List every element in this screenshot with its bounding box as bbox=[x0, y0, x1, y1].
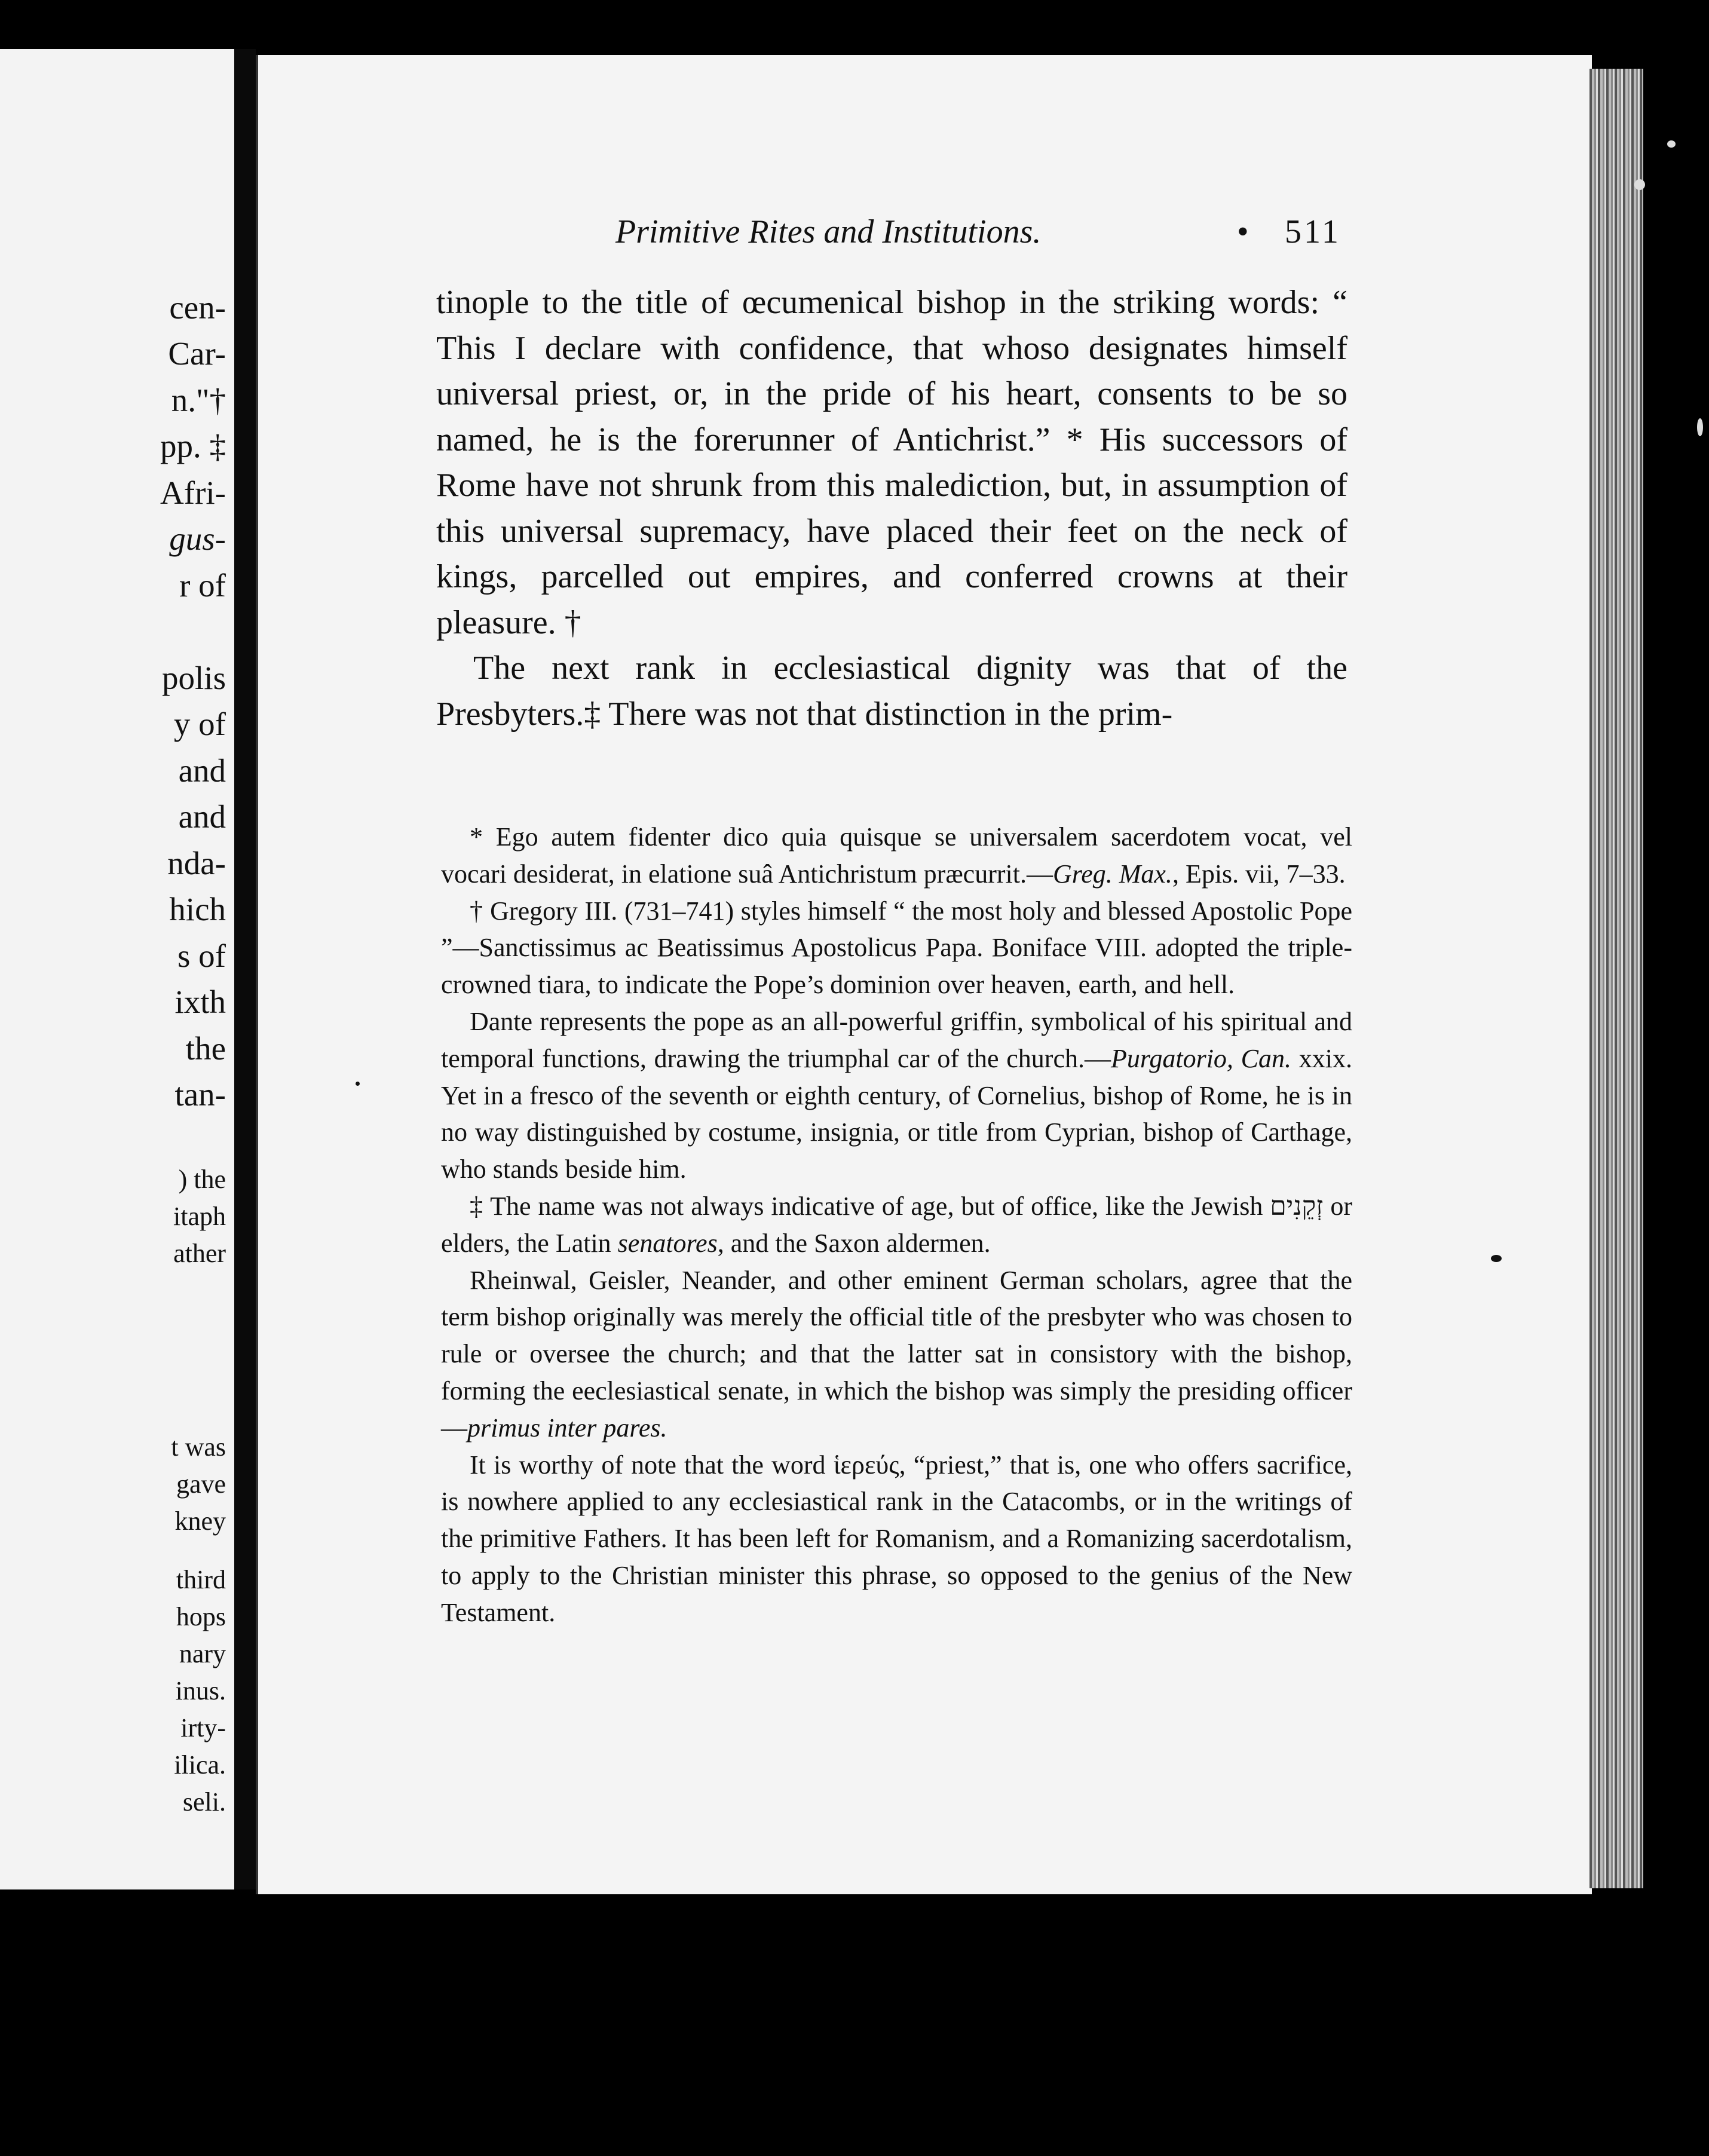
footnote-text: xxix. Yet in a fresco of the seventh or eighth century, of Cornelius, bishop of Rome, he is in no way distinguished by costume, insignia, or title from Cyprian, bishop of Carthage, who stands beside him. bbox=[441, 1043, 1353, 1184]
scan-speck bbox=[1634, 179, 1645, 190]
footnote-text: or elders, the Latin bbox=[441, 1191, 1352, 1258]
left-page-line: r of bbox=[179, 567, 226, 604]
left-page-fragment bbox=[0, 49, 238, 1889]
citation: Purgatorio, Can. bbox=[1110, 1043, 1292, 1073]
left-page-line: kney bbox=[174, 1506, 226, 1536]
paragraph: tinople to the title of œcumenical bishop in the striking words: “ This I declare with confidence, that whoso designates himself universal priest, or, in the pride of his heart, consents to be so named, he is the forerunner of Antichrist.” * His successors of Rome have not shrunk from this malediction, but, in assumption of this universal supremacy, have placed their feet on the neck of kings, parcelled out empires, and conferred crowns at their pleasure. † bbox=[436, 284, 1347, 641]
footnote-rheinwal bbox=[441, 1262, 1352, 1447]
footnote-text: , and the Saxon aldermen. bbox=[717, 1228, 991, 1258]
scan-speck bbox=[1491, 1255, 1502, 1262]
left-page-line: irty- bbox=[180, 1713, 226, 1742]
left-page-line: and bbox=[178, 752, 226, 789]
left-page-line: polis bbox=[162, 660, 226, 696]
scan-speck bbox=[1667, 140, 1676, 148]
footnote-text: , “priest,” that is, one who offers sacrifice, is nowhere applied to any ecclesiastical rank in the Catacombs, or in the writings of the primitive Fathers. It has been left for Romanism, and a Romanizing sacerdotalism, to apply to the Christian minister this phrase, so opposed to the genius of the New Testament. bbox=[441, 1450, 1352, 1627]
left-page-line: ather bbox=[173, 1239, 226, 1268]
page-edges bbox=[1589, 69, 1643, 1888]
left-page-line: nary bbox=[179, 1639, 226, 1668]
footnote-dante bbox=[441, 1003, 1352, 1188]
left-page-line: ilica. bbox=[174, 1750, 226, 1780]
scan-speck bbox=[1697, 418, 1703, 436]
footnote-text: Dante represents the pope as an all-powerful griffin, symbolical of his spiritual and temporal functions, drawing the triumphal car of the church.— bbox=[441, 1006, 1352, 1073]
footnote-text: Rheinwal, Geisler, Neander, and other eminent German scholars, agree that the term bishop originally was merely the official title of the presbyter who was chosen to rule or oversee the church; and that the latter sat in consistory with the bishop, forming the eeclesiastical senate, in which the bishop was simply the presiding officer— bbox=[441, 1265, 1352, 1443]
left-page-line: the bbox=[185, 1030, 226, 1067]
left-page-line: s of bbox=[177, 938, 226, 974]
left-page-line: ) the bbox=[178, 1165, 226, 1194]
paragraph: The next rank in ecclesiastical dignity was that of the Presbyters.‡ There was not that distinction in the prim- bbox=[436, 650, 1347, 733]
running-title: Primitive Rites and Institutions. bbox=[615, 213, 1042, 250]
citation: Greg. Max. bbox=[1052, 859, 1172, 889]
footnote-text: It is worthy of note that the word bbox=[470, 1450, 834, 1480]
left-page-line: third bbox=[176, 1565, 226, 1594]
book-spine-gutter bbox=[234, 49, 256, 1889]
page-number: 511 bbox=[1285, 213, 1341, 250]
header-bullet: • bbox=[1237, 213, 1249, 250]
scan-speck bbox=[356, 1082, 360, 1086]
hebrew-word: זְקֵנִים bbox=[1270, 1191, 1324, 1221]
main-text bbox=[436, 280, 1347, 737]
left-page-line: and bbox=[178, 798, 226, 835]
footnote-dagger: † Gregory III. (731–741) styles himself “ the most holy and blessed Apostolic Pope ”—Sanctissimus ac Beatissimus Apostolicus Papa. Boniface VIII. adopted the triple-crowned tiara, to indicate the Pope’s dominion over heaven, earth, and hell. bbox=[441, 896, 1352, 1000]
left-page-line: Car- bbox=[168, 335, 226, 372]
left-page-line: t was bbox=[171, 1432, 226, 1462]
footnote-double-dagger bbox=[441, 1188, 1352, 1262]
left-page-line: Afri- bbox=[160, 474, 226, 511]
left-page-line: seli. bbox=[182, 1787, 226, 1817]
left-page-line: hich bbox=[169, 891, 226, 927]
running-header bbox=[615, 213, 1356, 251]
latin-phrase: primus inter pares. bbox=[467, 1413, 667, 1443]
left-page-line: gus- bbox=[169, 520, 226, 557]
left-page-line: tan- bbox=[174, 1076, 226, 1113]
latin-word: senatores bbox=[617, 1228, 718, 1258]
left-page-line: y of bbox=[173, 706, 226, 742]
left-page-line: ixth bbox=[174, 984, 226, 1020]
footnote-star bbox=[441, 819, 1352, 893]
left-page-line: itaph bbox=[173, 1202, 226, 1231]
greek-word: ἱερεύς bbox=[833, 1450, 899, 1480]
left-page-line: pp. ‡ bbox=[160, 428, 226, 464]
left-page-line: inus. bbox=[175, 1676, 226, 1705]
footnotes bbox=[441, 819, 1352, 1631]
footnote-worthy bbox=[441, 1447, 1352, 1631]
left-page-line: gave bbox=[176, 1469, 226, 1499]
left-page-line: cen- bbox=[169, 289, 226, 326]
footnote-text: * Ego autem fidenter dico quia quisque se universalem sacerdotem vocat, vel vocari desiderat, in elatione suâ Antichristum præcurrit.— bbox=[441, 822, 1352, 889]
left-page-line: nda- bbox=[167, 845, 226, 881]
footnote-text: , Epis. vii, 7–33. bbox=[1172, 859, 1346, 889]
left-page-line: n."† bbox=[171, 382, 226, 418]
footnote-text: ‡ The name was not always indicative of age, but of office, like the Jewish bbox=[470, 1191, 1270, 1221]
left-page-line: hops bbox=[176, 1602, 226, 1631]
